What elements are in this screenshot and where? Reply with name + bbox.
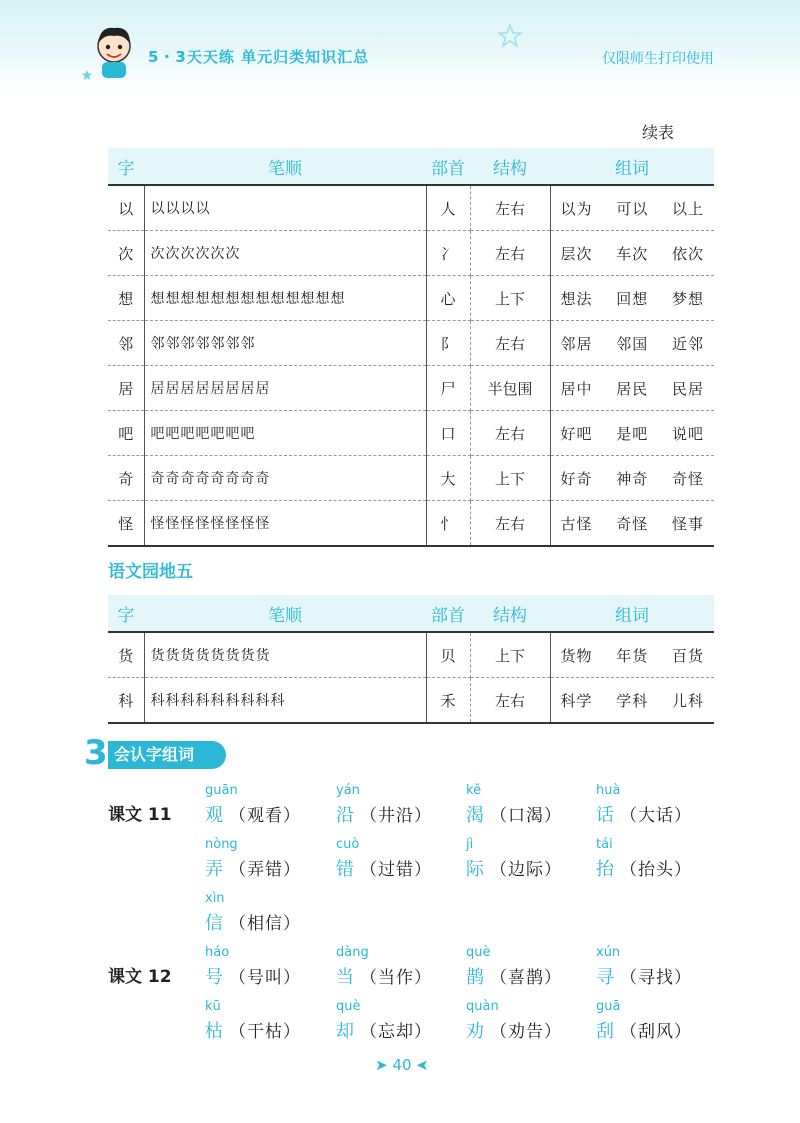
table-header-row	[108, 148, 714, 185]
words-cell: 以为 可以 以上	[550, 185, 714, 231]
radical-cell: 贝	[426, 632, 470, 678]
vocab-word: （当作）	[360, 968, 432, 988]
structure-cell: 上下	[470, 276, 550, 321]
col-char: 字	[108, 595, 144, 632]
stroke-order-cell: 吧吧吧吧吧吧吧	[144, 411, 426, 456]
radical-cell: 人	[426, 185, 470, 231]
table-row	[108, 632, 714, 678]
vocab-pinyin: nòng	[205, 837, 238, 852]
words-cell: 层次 车次 依次	[550, 231, 714, 276]
vocab-pinyin: guān	[205, 783, 238, 798]
page-number-value: 40	[392, 1056, 412, 1074]
char-cell: 吧	[108, 411, 144, 456]
vocab-item	[205, 945, 335, 993]
words-cell: 古怪 奇怪 怪事	[550, 501, 714, 547]
char-cell: 奇	[108, 456, 144, 501]
vocab-word: （号叫）	[229, 968, 301, 988]
vocab-item	[466, 837, 596, 885]
vocab-pinyin: guā	[596, 999, 621, 1014]
table-row	[108, 276, 714, 321]
vocab-pinyin: jì	[466, 837, 474, 852]
words-cell: 好吧 是吧 说吧	[550, 411, 714, 456]
vocab-pinyin: kū	[205, 999, 221, 1014]
vocab-word: （抬头）	[620, 860, 692, 880]
stroke-order-cell: 怪怪怪怪怪怪怪怪	[144, 501, 426, 547]
stroke-order-cell: 想想想想想想想想想想想想想	[144, 276, 426, 321]
small-star-icon	[82, 70, 92, 80]
col-strokes: 笔顺	[144, 148, 426, 185]
col-radical: 部首	[426, 148, 470, 185]
vocab-word: （寻找）	[620, 968, 692, 988]
col-words: 组词	[550, 595, 714, 632]
structure-cell: 左右	[470, 678, 550, 724]
char-cell: 怪	[108, 501, 144, 547]
stroke-table-2	[108, 595, 714, 724]
vocab-char: 信	[205, 913, 223, 934]
char-cell: 想	[108, 276, 144, 321]
char-cell: 邻	[108, 321, 144, 366]
col-structure: 结构	[470, 148, 550, 185]
radical-cell: 冫	[426, 231, 470, 276]
vocab-word: （干枯）	[229, 1022, 301, 1042]
col-words: 组词	[550, 148, 714, 185]
vocab-word: （过错）	[360, 860, 432, 880]
col-structure: 结构	[470, 595, 550, 632]
vocab-pinyin: xìn	[205, 891, 225, 906]
vocab-item	[466, 999, 596, 1047]
char-cell: 货	[108, 632, 144, 678]
radical-cell: 阝	[426, 321, 470, 366]
vocab-item	[336, 945, 466, 993]
vocab-word: （井沿）	[360, 806, 432, 826]
char-cell: 次	[108, 231, 144, 276]
words-cell: 科学 学科 儿科	[550, 678, 714, 724]
col-radical: 部首	[426, 595, 470, 632]
lesson-12-title: 课文 12	[108, 967, 172, 987]
structure-cell: 左右	[470, 501, 550, 547]
words-cell: 居中 居民 民居	[550, 366, 714, 411]
structure-cell: 上下	[470, 456, 550, 501]
char-cell: 以	[108, 185, 144, 231]
section-3-title: 会认字组词	[108, 741, 226, 769]
vocab-item	[466, 783, 596, 831]
vocab-char: 渴	[466, 805, 484, 826]
table-row	[108, 456, 714, 501]
vocab-pinyin: cuò	[336, 837, 360, 852]
vocab-word: （喜鹊）	[490, 968, 562, 988]
vocab-item	[205, 837, 335, 885]
words-cell: 货物 年货 百货	[550, 632, 714, 678]
vocab-char: 弄	[205, 859, 223, 880]
section-3-number: 3	[84, 733, 108, 773]
table-row	[108, 678, 714, 724]
vocab-item	[205, 891, 335, 939]
vocab-item	[596, 837, 726, 885]
char-cell: 科	[108, 678, 144, 724]
vocab-char: 观	[205, 805, 223, 826]
vocab-item	[596, 783, 726, 831]
vocab-item	[466, 945, 596, 993]
stroke-order-cell: 邻邻邻邻邻邻邻	[144, 321, 426, 366]
vocab-item	[596, 999, 726, 1047]
vocab-word: （观看）	[229, 806, 301, 826]
structure-cell: 左右	[470, 185, 550, 231]
vocab-word: （弄错）	[229, 860, 301, 880]
words-cell: 邻居 邻国 近邻	[550, 321, 714, 366]
continued-label: 续表	[642, 123, 675, 142]
stroke-order-cell: 货货货货货货货货	[144, 632, 426, 678]
vocab-word: （忘却）	[360, 1022, 432, 1042]
vocab-char: 枯	[205, 1021, 223, 1042]
structure-cell: 左右	[470, 411, 550, 456]
vocab-word: （口渴）	[490, 806, 562, 826]
structure-cell: 左右	[470, 231, 550, 276]
vocab-char: 号	[205, 967, 223, 988]
table-row	[108, 366, 714, 411]
vocab-pinyin: kě	[466, 783, 482, 798]
col-strokes: 笔顺	[144, 595, 426, 632]
stroke-table-1	[108, 148, 714, 547]
char-cell: 居	[108, 366, 144, 411]
vocab-pinyin: quàn	[466, 999, 499, 1014]
col-char: 字	[108, 148, 144, 185]
radical-cell: 心	[426, 276, 470, 321]
vocab-item	[336, 837, 466, 885]
table-row	[108, 501, 714, 547]
table-row	[108, 231, 714, 276]
vocab-item	[596, 945, 726, 993]
header-note: 仅限师生打印使用	[602, 51, 714, 67]
vocab-item	[336, 999, 466, 1047]
vocab-word: （刮风）	[620, 1022, 692, 1042]
stroke-order-cell: 次次次次次次	[144, 231, 426, 276]
vocab-pinyin: yán	[336, 783, 360, 798]
radical-cell: 禾	[426, 678, 470, 724]
radical-cell: 口	[426, 411, 470, 456]
structure-cell: 左右	[470, 321, 550, 366]
vocab-char: 话	[596, 805, 614, 826]
star-icon	[498, 24, 522, 48]
section-title-yuwenyuandi: 语文园地五	[108, 562, 193, 582]
vocab-char: 错	[336, 859, 354, 880]
vocab-item	[205, 783, 335, 831]
vocab-char: 当	[336, 967, 354, 988]
words-cell: 好奇 神奇 奇怪	[550, 456, 714, 501]
vocab-word: （大话）	[620, 806, 692, 826]
words-cell: 想法 回想 梦想	[550, 276, 714, 321]
vocab-word: （劝告）	[490, 1022, 562, 1042]
arrow-right-icon: ➤	[375, 1056, 388, 1074]
vocab-pinyin: què	[336, 999, 361, 1014]
vocab-pinyin: dàng	[336, 945, 369, 960]
structure-cell: 半包围	[470, 366, 550, 411]
lesson-11-title: 课文 11	[108, 805, 172, 825]
vocab-word: （相信）	[229, 914, 301, 934]
vocab-char: 际	[466, 859, 484, 880]
stroke-order-cell: 科科科科科科科科科	[144, 678, 426, 724]
vocab-char: 寻	[596, 967, 614, 988]
vocab-item	[205, 999, 335, 1047]
vocab-pinyin: háo	[205, 945, 230, 960]
stroke-order-cell: 以以以以	[144, 185, 426, 231]
radical-cell: 忄	[426, 501, 470, 547]
table-row	[108, 411, 714, 456]
radical-cell: 大	[426, 456, 470, 501]
radical-cell: 尸	[426, 366, 470, 411]
page-number	[372, 1056, 432, 1074]
vocab-pinyin: huà	[596, 783, 621, 798]
header-title: 5・3天天练 单元归类知识汇总	[148, 48, 370, 66]
vocab-pinyin: què	[466, 945, 491, 960]
vocab-char: 沿	[336, 805, 354, 826]
vocab-char: 鹊	[466, 967, 484, 988]
vocab-char: 劝	[466, 1021, 484, 1042]
vocab-word: （边际）	[490, 860, 562, 880]
stroke-order-cell: 居居居居居居居居	[144, 366, 426, 411]
cartoon-boy-icon	[86, 22, 142, 82]
vocab-pinyin: xún	[596, 945, 621, 960]
table-row	[108, 321, 714, 366]
stroke-order-cell: 奇奇奇奇奇奇奇奇	[144, 456, 426, 501]
vocab-char: 抬	[596, 859, 614, 880]
vocab-char: 却	[336, 1021, 354, 1042]
vocab-char: 刮	[596, 1021, 614, 1042]
table-row	[108, 185, 714, 231]
vocab-item	[336, 783, 466, 831]
structure-cell: 上下	[470, 632, 550, 678]
arrow-left-icon: ➤	[416, 1056, 429, 1074]
table-header-row	[108, 595, 714, 632]
vocab-pinyin: tái	[596, 837, 613, 852]
